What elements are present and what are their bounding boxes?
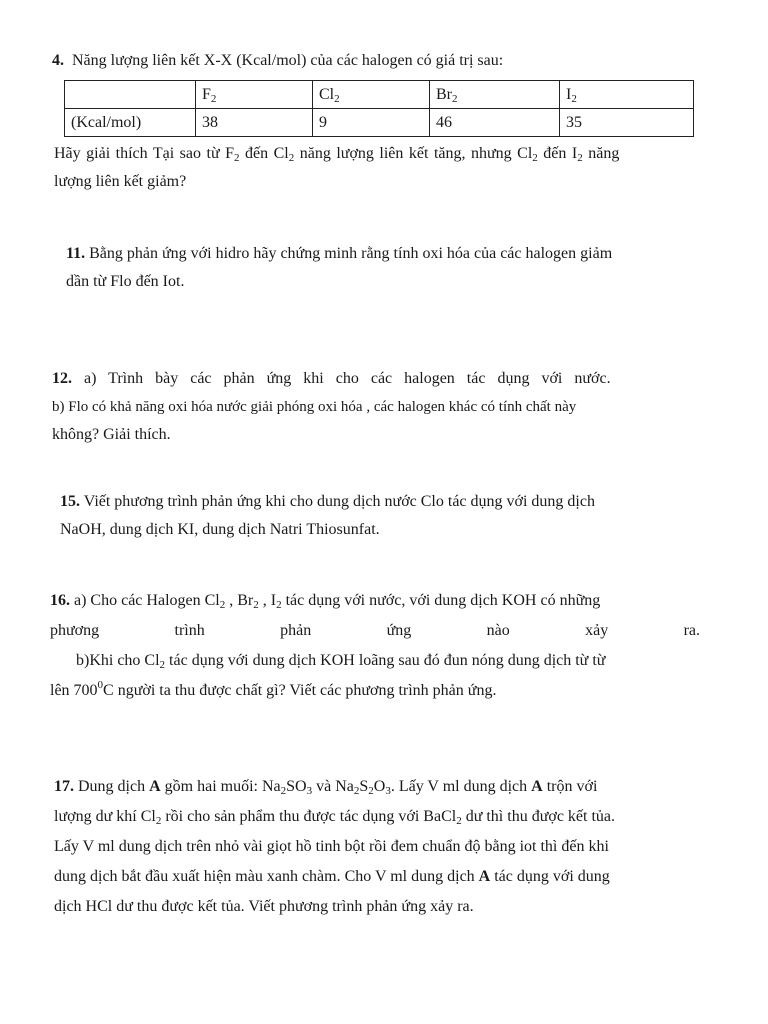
q4-intro-text: Năng lượng liên kết X-X (Kcal/mol) của các halogen có giá trị sau: [72,52,504,69]
q12-line-3: không? Giải thích. [52,426,171,443]
q15-line-1: 15. Viết phương trình phản ứng khi cho dung dịch nước Clo tác dụng với dung dịch [60,493,595,510]
table-header-cell [65,81,196,109]
q17-line-3: Lấy V ml dung dịch trên nhỏ vài giọt hồ tinh bột rồi đem chuẩn độ bằng iot thì đến khi [54,838,609,855]
q4-question-line-1: Hãy giải thích Tại sao từ $F_2$ đến $Cl_2$ năng lượng liên kết tăng, nhưng $Cl_2$ đến $I_2$ năng [54,145,620,164]
q17-line-2: lượng dư khí $Cl_2$ rồi cho sản phẩm thu được tác dụng với BaCl$_2$ dư thì thu được kết tủa. [54,808,616,827]
q4-question-line-2: lượng liên kết giảm? [54,173,187,190]
q4-number: 4. [52,52,64,69]
q11-line-1: 11. Bằng phản ứng với hidro hãy chứng minh rằng tính oxi hóa của các halogen giảm [66,245,613,262]
table-cell: 38 [196,109,313,137]
q12-block [52,365,672,449]
q17-line-5: dịch HCl dư thu được kết tủa. Viết phương trình phản ứng xảy ra. [54,898,474,915]
q17-line-4: dung dịch bắt đầu xuất hiện màu xanh chàm. Cho V ml dung dịch A tác dụng với dung [54,868,610,885]
table-header-row [65,81,694,109]
q15-block [60,488,710,544]
bond-energy-table [64,80,694,137]
q15-number: 15. [60,493,80,510]
q4-intro [52,47,503,75]
q16-number: 16. [50,592,70,609]
table-cell: 46 [430,109,560,137]
table-header-cell: $F_2$ [196,81,313,109]
table-header-cell: $Br_2$ [430,81,560,109]
q16-block [50,586,700,706]
q15-line-2: NaOH, dung dịch KI, dung dịch Natri Thiosunfat. [60,521,380,538]
q16-line-3: b)Khi cho $Cl_2$ tác dụng với dung dịch KOH loãng sau đó đun nóng dung dịch từ từ [76,652,606,671]
table-header-cell: $I_2$ [560,81,694,109]
q16-line-1: 16. a) Cho các Halogen $Cl_2$ , $Br_2$ , $I_2$ tác dụng với nước, với dung dịch KOH có những [50,592,601,611]
q16-line-4: lên $700^0C$ người ta thu được chất gì? Viết các phương trình phản ứng. [50,679,497,699]
q11-line-2: dần từ Flo đến Iot. [66,273,185,290]
q11-number: 11. [66,245,86,262]
table-cell: 35 [560,109,694,137]
q11-block [66,240,706,296]
q12-line-1: 12. a) Trình bày các phản ứng khi cho các halogen tác dụng với nước. [52,370,611,387]
q4-question [54,140,706,196]
table-cell: (Kcal/mol) [65,109,196,137]
table-cell: 9 [313,109,430,137]
q17-number: 17. [54,778,74,795]
q16-line-2: phương trình phản ứng nào xảy ra. [50,622,700,639]
q12-line-2: b) Flo có khả năng oxi hóa nước giải phóng oxi hóa , các halogen khác có tính chất này [52,399,577,415]
table-header-cell: $Cl_2$ [313,81,430,109]
q17-line-1: 17. Dung dịch A gồm hai muối: $Na_2SO_3$ và $Na_2S_2O_3$. Lấy V ml dung dịch A trộn với [54,778,598,797]
q17-block [54,772,704,922]
q12-number: 12. [52,370,72,387]
table-row [65,109,694,137]
